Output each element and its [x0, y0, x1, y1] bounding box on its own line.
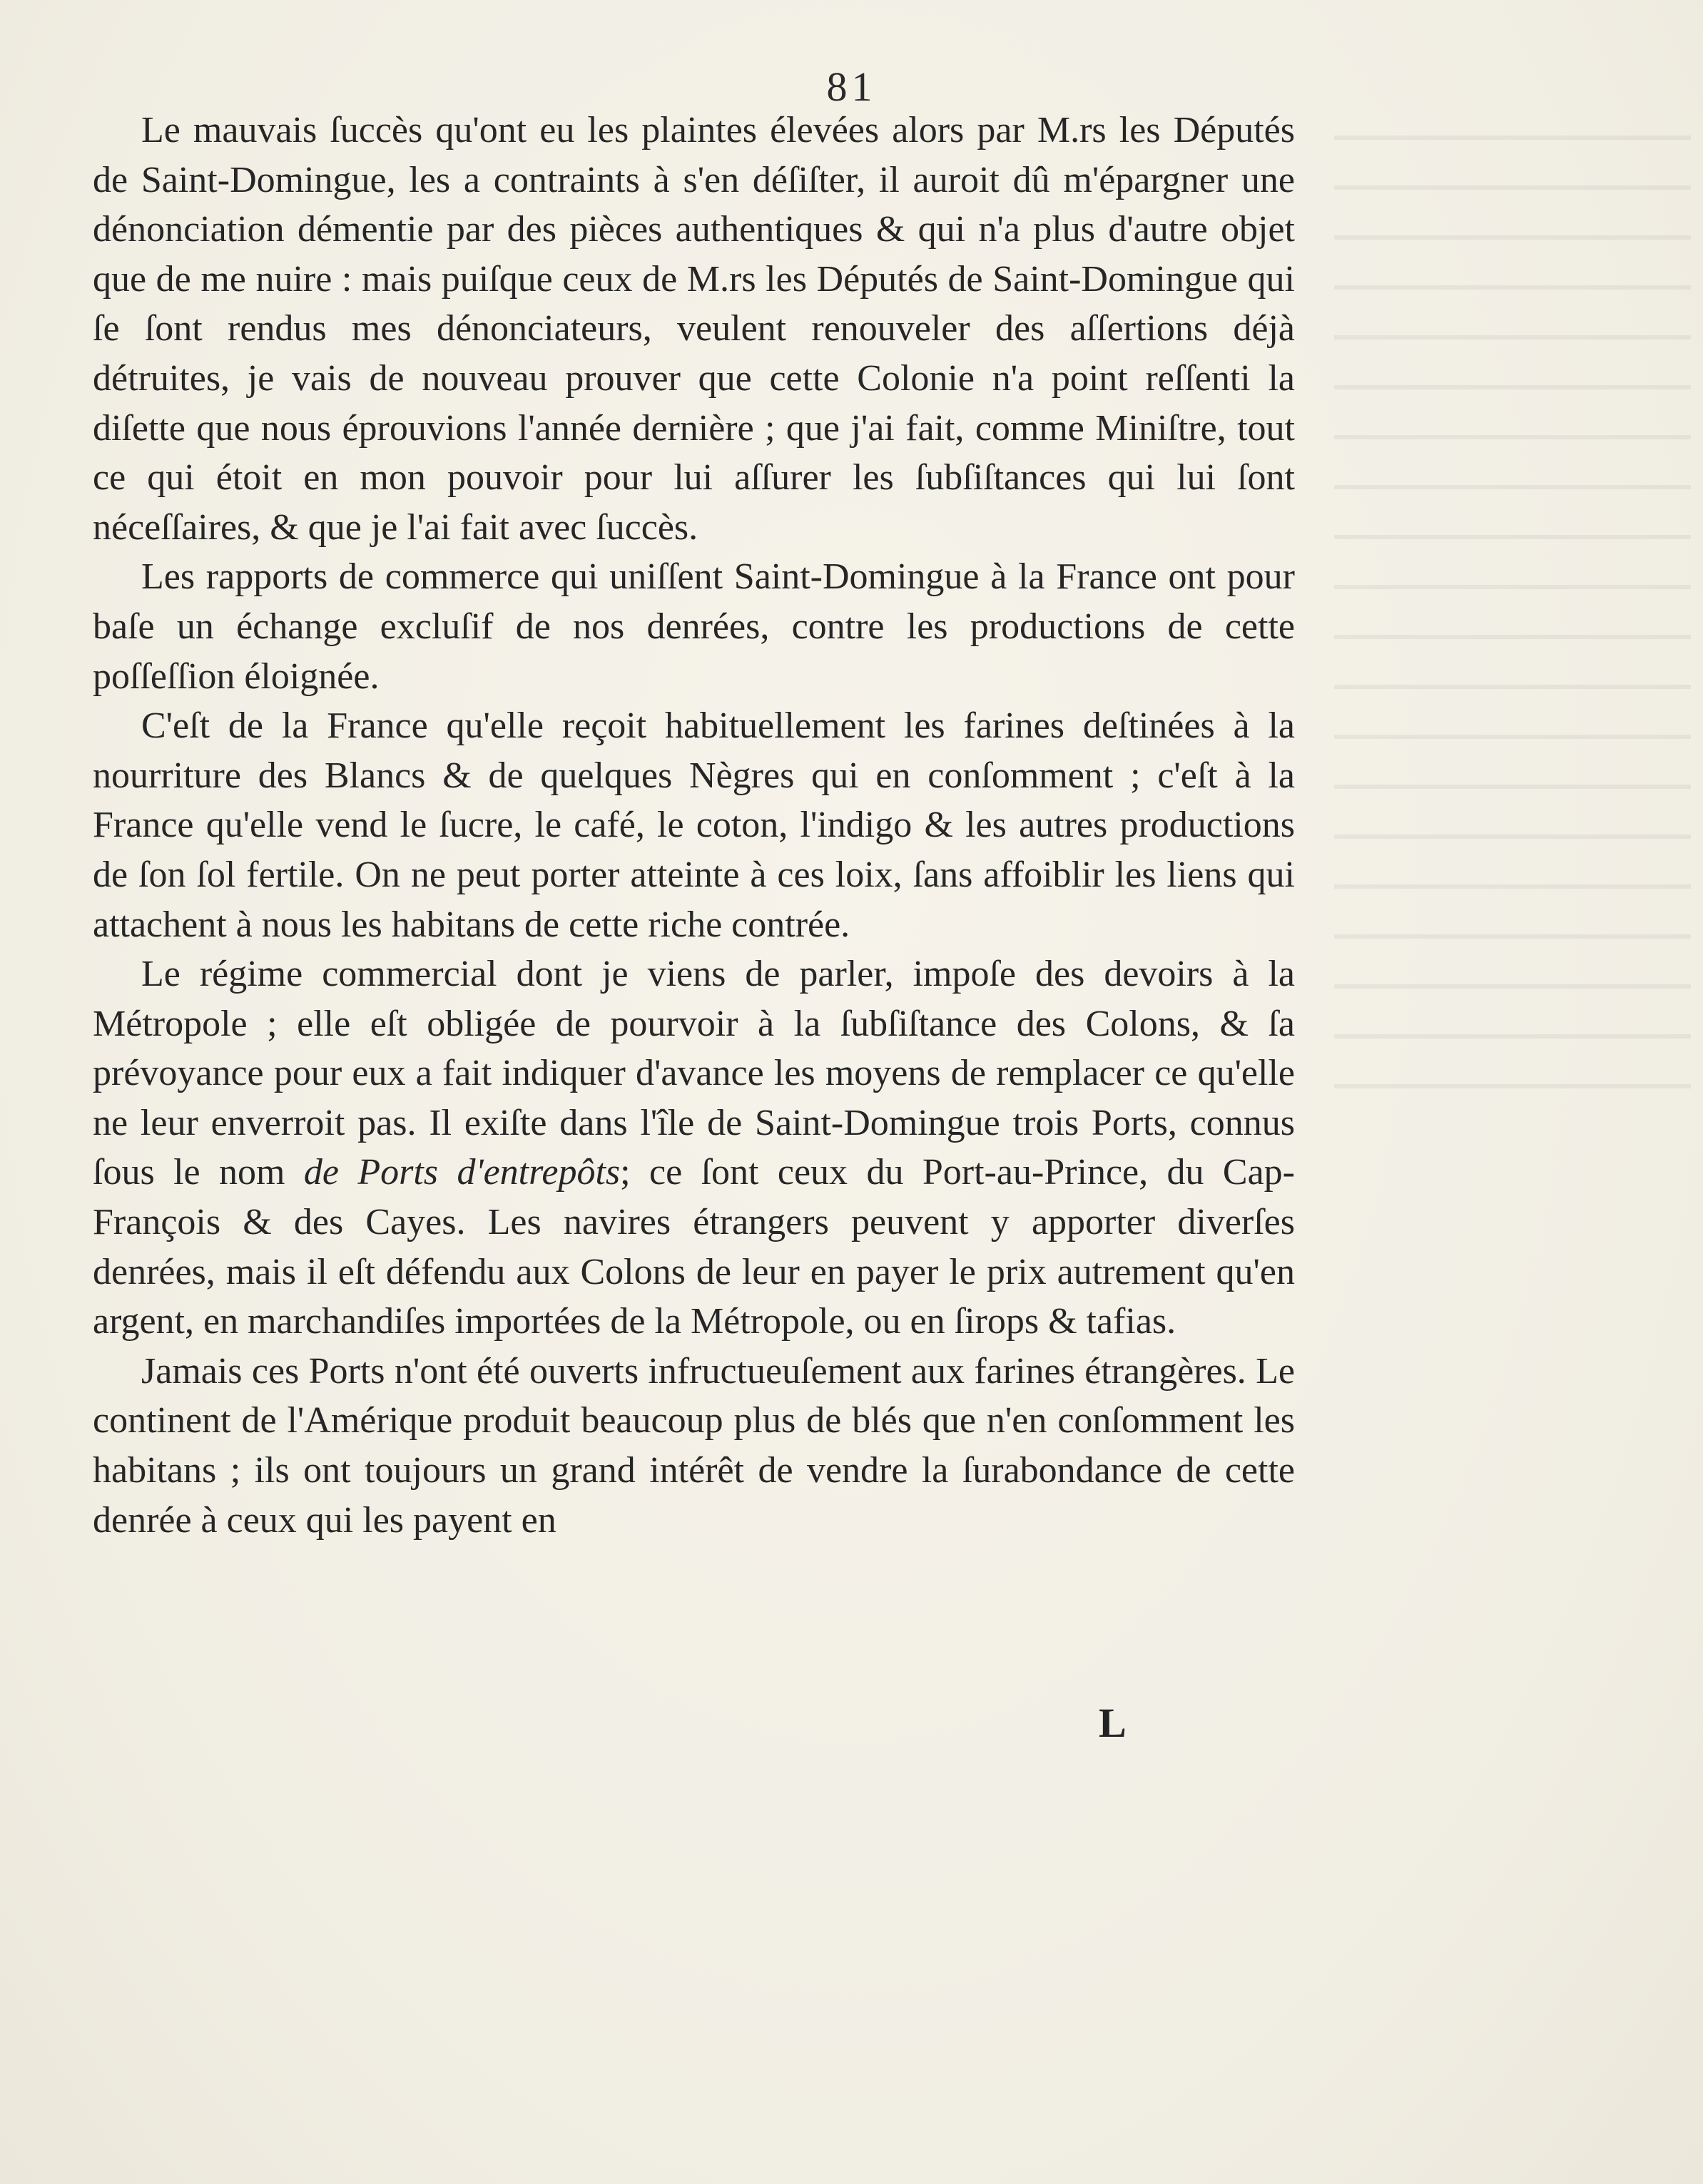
paragraph-4-italic-term: de Ports d'entrepôts [303, 1152, 621, 1193]
paragraph-5 [93, 1347, 1295, 1545]
paragraph-5-text: Jamais ces Ports n'ont été ouverts infructueuſement aux farines étrangères. Le continent de l'Amérique produit beaucoup plus de blés que n'en conſomment les habitans ; ils ont toujours un grand intérêt de vendre la ſurabondance de cette denrée à ceux qui les payent en [93, 1350, 1295, 1541]
signature-mark: L [1099, 1700, 1127, 1746]
body-text [93, 106, 1295, 1545]
paragraph-2-text: Les rapports de commerce qui uniſſent Saint-Domingue à la France ont pour baſe un échange excluſif de nos denrées, contre les productions de cette poſſeſſion éloignée. [93, 556, 1295, 697]
paragraph-3-text: C'eſt de la France qu'elle reçoit habituellement les farines deſtinées à la nourriture des Blancs & de quelques Nègres qui en conſomment ; c'eſt à la France qu'elle vend le ſucre, le café, le coton, l'indigo & les autres productions de ſon ſol fertile. On ne peut porter atteinte à ces loix, ſans affoiblir les liens qui attachent à nous les habitans de cette riche contrée. [93, 705, 1295, 945]
page-number: 81 [826, 63, 877, 110]
paragraph-4-text-start: Le régime commercial dont je viens de parler, impoſe des devoirs à la Métropole ; elle eſt obligée de pourvoir à la ſubſiſtance des Colons, & ſa prévoyance pour eux a fait indiquer d'avance les moyens de remplacer ce qu'elle ne leur enverroit pas. Il exiſte dans l'île de Saint-Domingue trois Ports, connus ſous le nom [93, 954, 1295, 1193]
show-through-texture [1334, 107, 1691, 1106]
paragraph-2 [93, 552, 1295, 701]
paragraph-1 [93, 106, 1295, 552]
paragraph-4 [93, 949, 1295, 1347]
paragraph-1-text: Le mauvais ſuccès qu'ont eu les plaintes élevées alors par M.rs les Députés de Saint-Domingue, les a contraints à s'en déſiſter, il auroit dû m'épargner une dénonciation démentie par des pièces authentiques & qui n'a plus d'autre objet que de me nuire : mais puiſque ceux de M.rs les Députés de Saint-Domingue qui ſe ſont rendus mes dénonciateurs, veulent renouveler des aſſertions déjà détruites, je vais de nouveau prouver que cette Colonie n'a point reſſenti la diſette que nous éprouvions l'année dernière ; que j'ai fait, comme Miniſtre, tout ce qui étoit en mon pouvoir pour lui aſſurer les ſubſiſtances qui lui ſont néceſſaires, & que je l'ai fait avec ſuccès. [93, 110, 1295, 548]
paragraph-3 [93, 701, 1295, 949]
paragraph-4-text-end: ; ce ſont ceux du Port-au-Prince, du Cap-François & des Cayes. Les navires étrangers peuvent y apporter diverſes denrées, mais il eſt défendu aux Colons de leur en payer le prix autrement qu'en argent, en marchandiſes importées de la Métropole, ou en ſirops & tafias. [93, 1152, 1295, 1342]
